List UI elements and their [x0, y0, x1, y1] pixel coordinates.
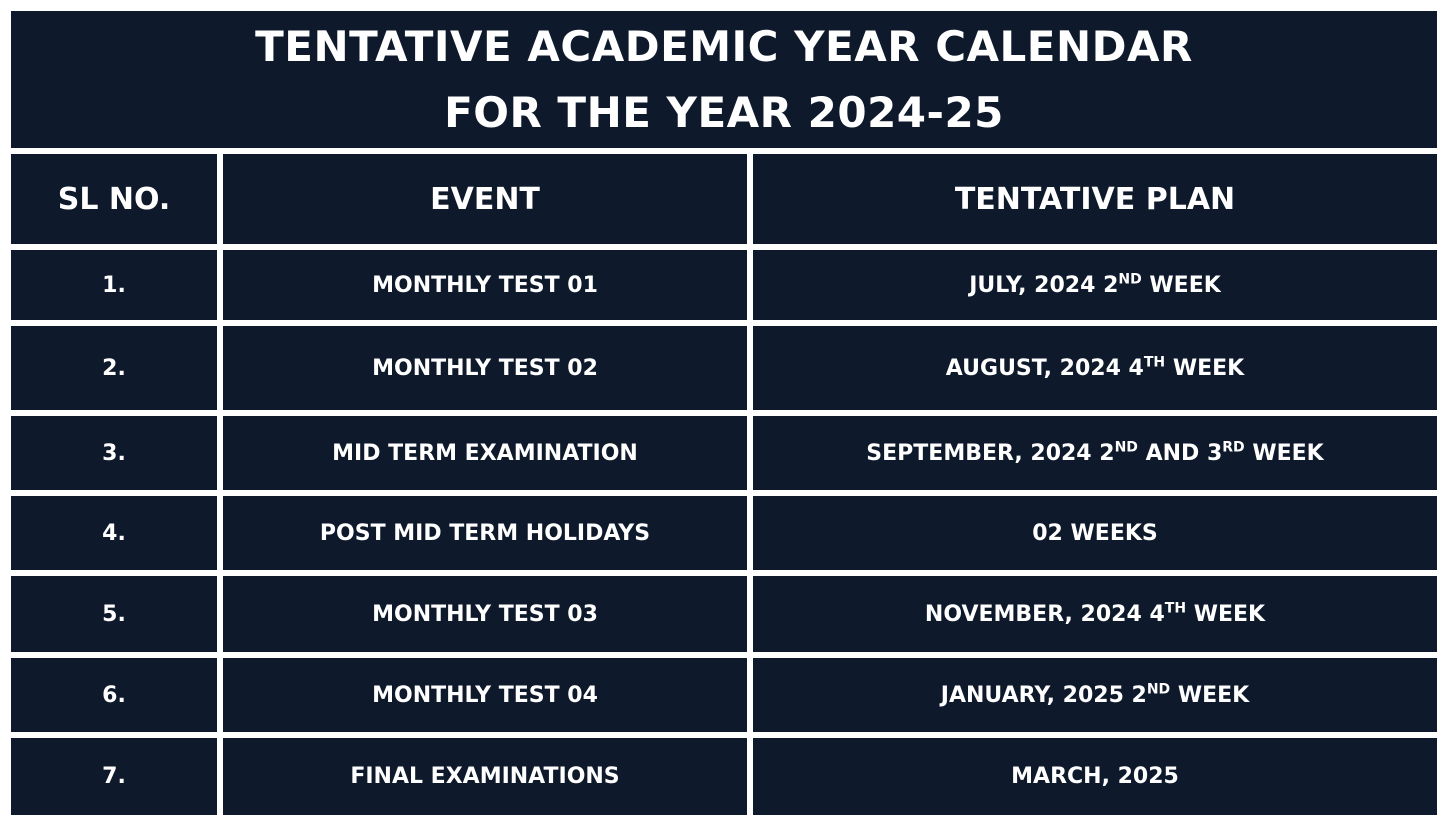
row-7-sl-no: 7.: [11, 738, 217, 815]
ordinal-suffix: ND: [1118, 271, 1142, 288]
table-title: [11, 11, 1437, 148]
plan-text-segment: AND 3: [1137, 440, 1223, 466]
row-7-event: FINAL EXAMINATIONS: [223, 738, 747, 815]
row-7-plan: [753, 738, 1437, 815]
plan-text-segment: WEEK: [1186, 601, 1266, 627]
plan-text-segment: JULY, 2024 2: [969, 272, 1119, 298]
row-4-event: POST MID TERM HOLIDAYS: [223, 496, 747, 570]
plan-text: [946, 356, 1244, 381]
title-line-1: TENTATIVE ACADEMIC YEAR CALENDAR: [255, 21, 1193, 71]
row-6-event: MONTHLY TEST 04: [223, 658, 747, 732]
ordinal-suffix: TH: [1143, 354, 1166, 371]
plan-text-segment: WEEK: [1170, 682, 1250, 708]
plan-text-segment: JANUARY, 2025 2: [940, 682, 1147, 708]
row-5-plan: [753, 576, 1437, 652]
row-2-event: MONTHLY TEST 02: [223, 326, 747, 410]
row-1-sl-no: 1.: [11, 250, 217, 320]
header-tentative-plan: TENTATIVE PLAN: [753, 154, 1437, 244]
calendar-table: [11, 11, 1437, 815]
ordinal-suffix: ND: [1146, 681, 1171, 698]
plan-text-segment: WEEK: [1165, 355, 1245, 381]
row-1-plan: [753, 250, 1437, 320]
row-6-plan: [753, 658, 1437, 732]
row-3-sl-no: 3.: [11, 416, 217, 490]
header-sl-no: SL NO.: [11, 154, 217, 244]
plan-text-segment: MARCH, 2025: [1011, 764, 1179, 789]
row-3-plan: [753, 416, 1437, 490]
plan-text-segment: NOVEMBER, 2024 4: [924, 601, 1165, 627]
row-4-sl-no: 4.: [11, 496, 217, 570]
plan-text: [969, 273, 1221, 298]
plan-text-segment: AUGUST, 2024 4: [945, 355, 1144, 381]
ordinal-suffix: RD: [1222, 439, 1245, 456]
plan-text-segment: WEEK: [1141, 272, 1221, 298]
row-4-plan: [753, 496, 1437, 570]
row-2-plan: [753, 326, 1437, 410]
plan-text: [925, 602, 1265, 627]
row-6-sl-no: 6.: [11, 658, 217, 732]
plan-text: [1011, 764, 1179, 789]
ordinal-suffix: ND: [1114, 439, 1138, 456]
plan-text: [1032, 521, 1158, 546]
row-5-sl-no: 5.: [11, 576, 217, 652]
plan-text-segment: WEEK: [1244, 440, 1324, 466]
header-event: EVENT: [223, 154, 747, 244]
plan-text-segment: SEPTEMBER, 2024 2: [866, 440, 1115, 466]
plan-text: [866, 441, 1323, 466]
row-1-event: MONTHLY TEST 01: [223, 250, 747, 320]
ordinal-suffix: TH: [1164, 600, 1187, 617]
row-3-event: MID TERM EXAMINATION: [223, 416, 747, 490]
title-line-2: FOR THE YEAR 2024-25: [444, 87, 1004, 137]
row-5-event: MONTHLY TEST 03: [223, 576, 747, 652]
row-2-sl-no: 2.: [11, 326, 217, 410]
plan-text: [941, 683, 1249, 708]
plan-text-segment: 02 WEEKS: [1032, 520, 1158, 546]
